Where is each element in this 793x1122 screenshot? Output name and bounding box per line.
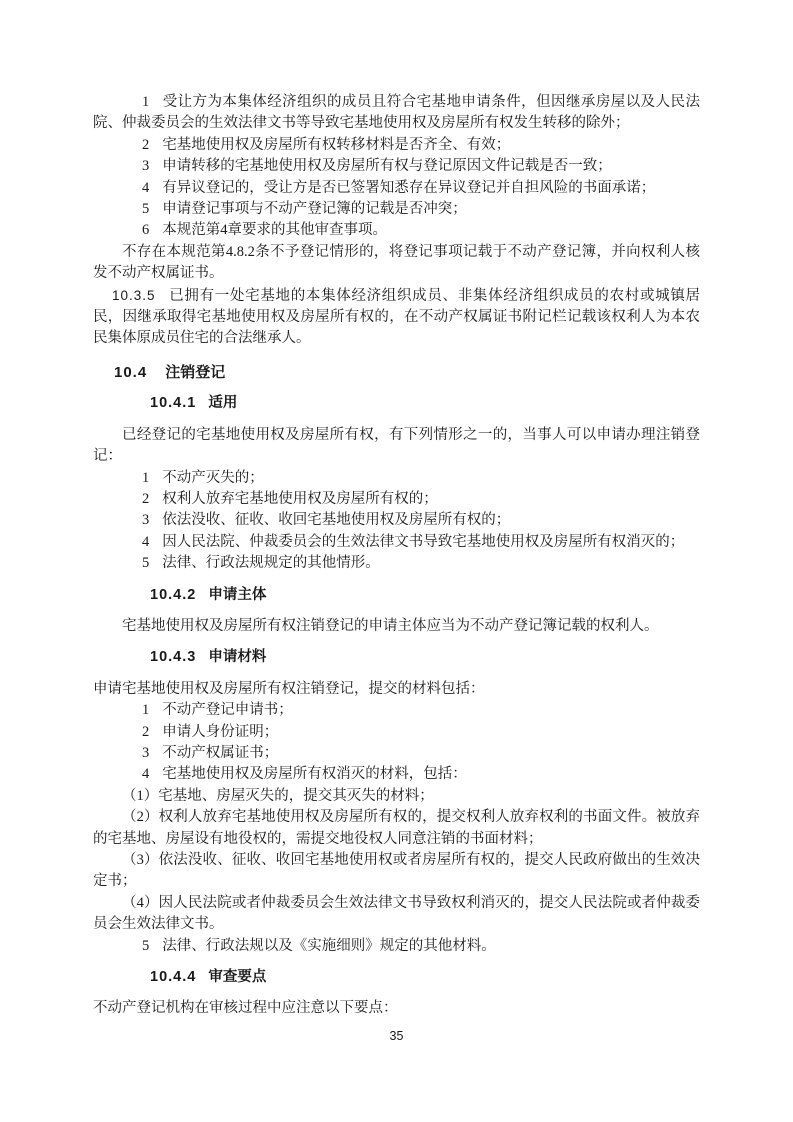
subsection-heading-10-4-2	[150, 585, 700, 606]
cancel-case-3	[93, 510, 700, 531]
item-number: 3	[142, 512, 150, 529]
item-text: 宅基地使用权及房屋所有权消灭的材料，包括：	[162, 766, 467, 783]
page-number: 35	[389, 1029, 404, 1043]
materials-intro-paragraph: 申请宅基地使用权及房屋所有权注销登记，提交的材料包括：	[93, 680, 485, 697]
item-text: 申请转移的宅基地使用权及房屋所有权与登记原因文件记载是否一致；	[162, 158, 612, 175]
item-number: 1	[142, 469, 150, 486]
item-text: 本规范第4章要求的其他审查事项。	[162, 222, 387, 239]
subsection-title: 申请材料	[208, 649, 267, 666]
item-text: 法律、行政法规以及《实施细则》规定的其他材料。	[162, 937, 496, 954]
document-content	[93, 92, 700, 1020]
item-text: 不动产权属证书；	[162, 744, 279, 761]
subsection-number: 10.4.1	[150, 395, 197, 412]
item-text: 宅基地使用权及房屋所有权转移材料是否齐全、有效；	[162, 136, 511, 153]
subsection-heading-10-4-1	[150, 393, 700, 414]
cancel-case-2	[93, 489, 700, 510]
material-item-4	[93, 764, 700, 785]
transfer-result-paragraph: 不存在本规范第4.8.2条不予登记情形的，将登记事项记载于不动产登记簿，并向权利人核发不动产权属证书。	[93, 243, 700, 282]
item-text: 权利人放弃宅基地使用权及房屋所有权的；	[162, 490, 438, 507]
item-number: 2	[142, 136, 150, 153]
item-number: 1	[142, 94, 150, 110]
item-number: 4	[142, 533, 150, 550]
section-number: 10.4	[114, 363, 148, 381]
subsection-heading-10-4-3	[150, 647, 700, 668]
item-text: 依法没收、征收、收回宅基地使用权及房屋所有权的；	[162, 512, 511, 529]
review-item-5	[93, 199, 700, 220]
item-text: 有异议登记的，受让方是否已签署知悉存在异议登记并自担风险的书面承诺；	[162, 179, 656, 196]
item-number: 3	[142, 744, 150, 761]
item-number: 6	[142, 222, 150, 239]
subsection-heading-10-4-4	[150, 967, 700, 988]
material-item-1	[93, 700, 700, 721]
material-4-subitem-4: （4）因人民法院或者仲裁委员会生效法律文书导致权利消灭的，提交人民法院或者仲裁委员会生效法律文书。	[93, 894, 700, 933]
material-4-subitem-3: （3）依法没收、征收、收回宅基地使用权或者房屋所有权的，提交人民政府做出的生效决定书；	[93, 852, 700, 890]
subsection-number: 10.4.4	[150, 969, 197, 986]
item-number: 2	[142, 490, 150, 507]
review-item-3	[93, 156, 700, 177]
material-4-subitem-1: （1）宅基地、房屋灭失的，提交其灭失的材料；	[122, 787, 434, 804]
item-text: 不动产登记申请书；	[162, 702, 293, 719]
review-intro-paragraph: 不动产登记机构在审核过程中应注意以下要点：	[93, 1000, 398, 1017]
clause-10-3-5	[93, 285, 700, 350]
item-text: 不动产灭失的；	[162, 469, 264, 486]
cancel-case-5	[93, 553, 700, 574]
item-number: 5	[142, 937, 150, 954]
review-item-1	[93, 92, 700, 135]
item-number: 5	[142, 555, 150, 572]
clause-number: 10.3.5	[112, 287, 156, 303]
item-text: 法律、行政法规规定的其他情形。	[162, 555, 380, 572]
applicant-paragraph: 宅基地使用权及房屋所有权注销登记的申请主体应当为不动产登记簿记载的权利人。	[122, 617, 659, 634]
item-number: 3	[142, 158, 150, 175]
subsection-title: 审查要点	[208, 969, 267, 986]
subsection-number: 10.4.2	[150, 586, 197, 603]
item-number: 2	[142, 723, 150, 740]
review-item-6	[93, 220, 700, 241]
subsection-number: 10.4.3	[150, 649, 197, 666]
material-item-2	[93, 722, 700, 743]
clause-text: 已拥有一处宅基地的本集体经济组织成员、非集体经济组织成员的农村或城镇居民，因继承取得宅基地使用权及房屋所有权的，在不动产权属证书附记栏记载该权利人为本农民集体原成员住宅的合法继承人。	[93, 287, 700, 347]
item-number: 4	[142, 766, 150, 783]
section-title: 注销登记	[165, 363, 226, 381]
section-heading-10-4	[114, 362, 700, 383]
item-text: 因人民法院、仲裁委员会的生效法律文书导致宅基地使用权及房屋所有权消灭的；	[162, 533, 685, 550]
item-number: 1	[142, 702, 150, 719]
material-4-subitem-2: （2）权利人放弃宅基地使用权及房屋所有权的，提交权利人放弃权利的书面文件。被放弃的宅基地、房屋设有地役权的，需提交地役权人同意注销的书面材料；	[93, 809, 700, 847]
material-item-3	[93, 743, 700, 764]
item-text: 受让方为本集体经济组织的成员且符合宅基地申请条件，但因继承房屋以及人民法院、仲裁委员会的生效法律文书等导致宅基地使用权及房屋所有权发生转移的除外；	[93, 94, 700, 132]
material-item-5	[93, 936, 700, 957]
cancel-case-4	[93, 532, 700, 553]
cancel-case-1	[93, 468, 700, 489]
item-text: 申请人身份证明；	[162, 723, 279, 740]
item-number: 5	[142, 201, 150, 218]
review-item-2	[93, 135, 700, 156]
subsection-title: 申请主体	[208, 586, 267, 603]
review-item-4	[93, 178, 700, 199]
subsection-title: 适用	[208, 395, 238, 412]
item-text: 申请登记事项与不动产登记簿的记载是否冲突；	[162, 201, 467, 218]
cancel-intro-paragraph: 已经登记的宅基地使用权及房屋所有权，有下列情形之一的，当事人可以申请办理注销登记：	[93, 426, 700, 465]
item-number: 4	[142, 179, 150, 196]
